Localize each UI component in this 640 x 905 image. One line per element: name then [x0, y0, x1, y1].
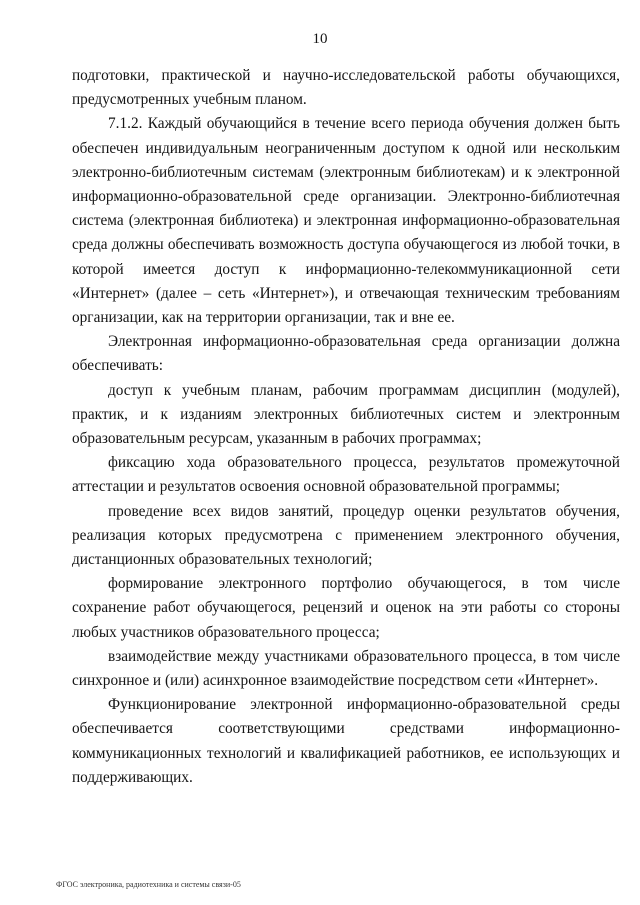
paragraph-7: формирование электронного портфолио обучающегося, в том числе сохранение работ обучающегося, рецензий и оценок на эти работы со стороны любых участников образовательного процесса; [72, 575, 620, 641]
paragraph-4: доступ к учебным планам, рабочим программам дисциплин (модулей), практик, и к изданиям электронных библиотечных систем и электронным образовательным ресурсам, указанным в рабочих программах; [72, 381, 620, 448]
paragraph-3: Электронная информационно-образовательная среда организации должна обеспечивать: [72, 333, 620, 375]
footer-note: ФГОС электроника, радиотехника и системы связи-05 [56, 880, 241, 889]
page-number: 10 [312, 31, 328, 47]
paragraph-2: 7.1.2. Каждый обучающийся в течение всего периода обучения должен быть обеспечен индивидуальным неограниченным доступом к одной или нескольким электронно-библиотечным системам (электронным библиотекам) и к электронной информационно-образовательной среде организации. Электронно-библиотечная система (электронная библиотека) и электронная информационно-образовательная среда должны обеспечивать возможность доступа обучающегося из любой точки, в которой имеется доступ к информационно-телекоммуникационной сети «Интернет» (далее – сеть «Интернет»), и отвечающая техническим требованиям организации, как на территории организации, так и вне ее. [72, 115, 620, 327]
document-body [72, 64, 620, 790]
paragraph-8: взаимодействие между участниками образовательного процесса, в том числе синхронное и (или) асинхронное взаимодействие посредством сети «Интернет». [72, 647, 620, 690]
paragraph-1: подготовки, практической и научно-исследовательской работы обучающихся, предусмотренных учебным планом. [72, 67, 620, 109]
paragraph-6: проведение всех видов занятий, процедур оценки результатов обучения, реализация которых предусмотрена с применением электронного обучения, дистанционных образовательных технологий; [72, 502, 620, 569]
paragraph-9: Функционирование электронной информационно-образовательной среды обеспечивается соответствующими средствами информационно-коммуникационных технологий и квалификацией работников, ее использующих и поддерживающих. [72, 696, 620, 786]
paragraph-5: фиксацию хода образовательного процесса, результатов промежуточной аттестации и результатов освоения основной образовательной программы; [72, 454, 620, 496]
